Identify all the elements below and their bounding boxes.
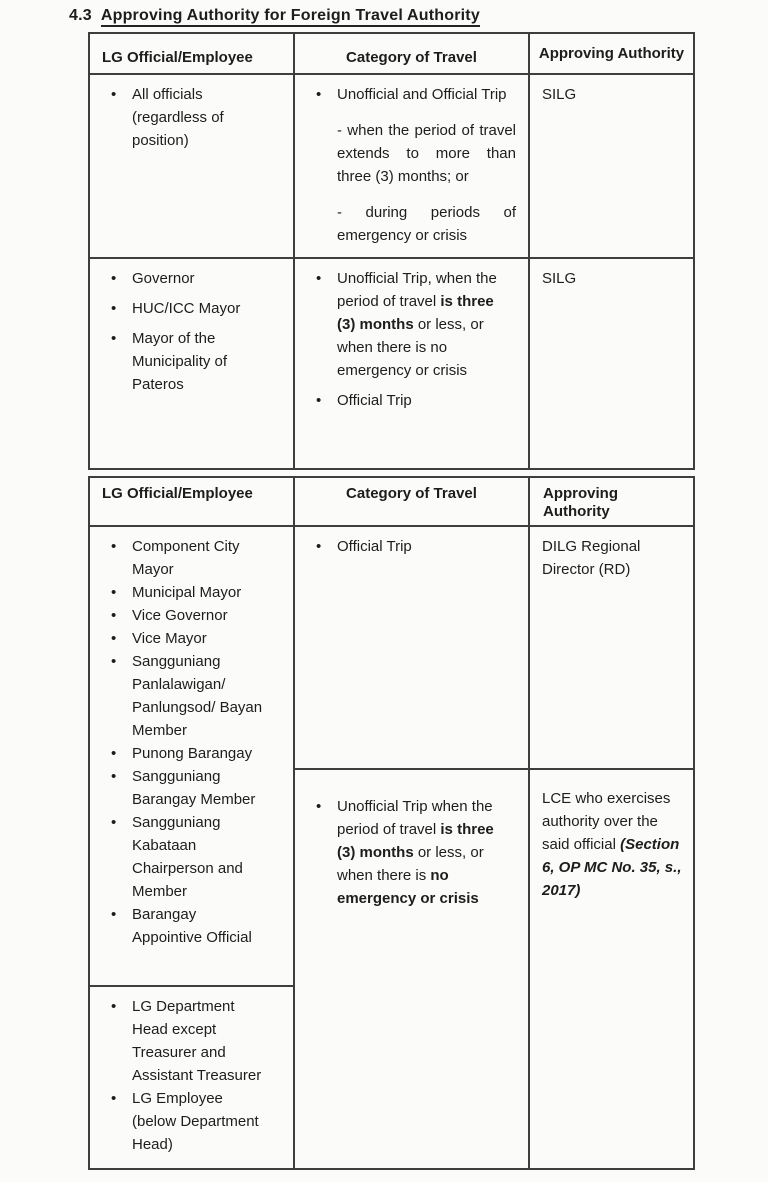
header-approving-authority: Approving Authority	[530, 478, 693, 527]
text-segment: Unofficial and Official Trip	[337, 86, 507, 103]
text-segment: All officials (regardless of position)	[132, 86, 224, 149]
t2-category-official-trip-cell	[295, 527, 528, 770]
t1-row1-authority-cell	[530, 75, 693, 259]
text-segment: is three (3) months	[337, 821, 494, 861]
bullet-list-item	[106, 903, 267, 949]
bullet-list-item	[106, 604, 267, 627]
text-segment: Sangguniang Barangay Member	[132, 768, 256, 808]
bullet-icon: •	[111, 1090, 117, 1107]
text-segment: Sangguniang Panlalawigan/ Panlungsod/ Bayan Member	[132, 653, 263, 739]
list-item-text	[132, 903, 267, 949]
bullet-icon: •	[111, 768, 117, 785]
list-item-text	[337, 795, 516, 910]
list-item-text	[132, 327, 267, 396]
bullet-list-item	[106, 995, 267, 1087]
t2-officials-elective-cell	[90, 527, 293, 987]
dash-sub-item	[311, 201, 516, 247]
bullet-icon: •	[111, 330, 117, 347]
header-category-of-travel: Category of Travel	[295, 478, 528, 527]
bullet-icon: •	[316, 270, 322, 287]
bullet-icon: •	[111, 86, 117, 103]
list-item-text	[132, 297, 267, 320]
t1-row2-official-cell	[90, 259, 293, 468]
section-number: 4.3	[69, 7, 92, 24]
bullet-list-item	[311, 795, 516, 910]
bullet-icon: •	[111, 745, 117, 762]
bullet-list-item	[106, 811, 267, 903]
bullet-list-item	[106, 650, 267, 742]
t1-row2-authority-cell	[530, 259, 693, 468]
text-segment: - during periods of emergency or crisis	[337, 204, 516, 244]
text-segment: (Section 6, OP MC No. 35, s., 2017)	[542, 836, 682, 899]
text-segment: DILG Regional Director (RD)	[542, 538, 641, 578]
bullet-icon: •	[316, 538, 322, 555]
list-item-text	[132, 742, 267, 765]
t2-category-unofficial-trip-cell	[295, 770, 528, 1168]
text-segment: Punong Barangay	[132, 745, 253, 762]
list-item-text	[132, 650, 267, 742]
text-segment: Unofficial Trip, when the period of travel	[337, 270, 497, 310]
text-segment: Barangay Appointive Official	[132, 906, 252, 946]
list-item-text	[337, 535, 516, 558]
bullet-icon: •	[111, 607, 117, 624]
t2-authority-dilg-rd-cell	[530, 527, 693, 770]
t1-row2-category-cell	[295, 259, 528, 468]
text-segment: HUC/ICC Mayor	[132, 300, 241, 317]
text-segment: Unofficial Trip when the period of travel	[337, 798, 493, 838]
text-segment: Component City Mayor	[132, 538, 240, 578]
bullet-list-item	[106, 327, 267, 396]
text-segment: Municipal Mayor	[132, 584, 242, 601]
column-approving-authority	[530, 34, 693, 468]
bullet-list-item	[106, 581, 267, 604]
bullet-icon: •	[111, 814, 117, 831]
bullet-icon: •	[111, 300, 117, 317]
list-item-text	[132, 535, 267, 581]
bullet-list-item	[106, 742, 267, 765]
text-segment: or less, or when there is no emergency or crisis	[337, 316, 484, 379]
approving-authority-table-lower	[88, 476, 695, 1170]
bullet-list-item	[106, 535, 267, 581]
t1-row1-category-cell	[295, 75, 528, 259]
bullet-list-item	[106, 83, 267, 152]
text-segment: LG Department Head except Treasurer and Assistant Treasurer	[132, 998, 262, 1084]
section-title-text: Approving Authority for Foreign Travel Authority	[101, 7, 480, 27]
bullet-icon: •	[111, 270, 117, 287]
t2-officials-department-cell	[90, 987, 293, 1168]
column-lg-official	[90, 34, 295, 468]
text-paragraph	[542, 787, 683, 902]
bullet-list-item	[311, 535, 516, 558]
list-item-text	[337, 83, 516, 106]
list-item-text	[132, 627, 267, 650]
text-segment: LCE who exercises authority over the said official	[542, 790, 671, 853]
list-item-text	[337, 389, 516, 412]
list-item-text	[337, 267, 516, 382]
bullet-list-item	[311, 389, 516, 412]
column-lg-official	[90, 478, 295, 1168]
bullet-icon: •	[111, 998, 117, 1015]
column-category-of-travel	[295, 34, 530, 468]
header-lg-official: LG Official/Employee	[90, 478, 293, 527]
text-segment: Vice Mayor	[132, 630, 207, 647]
text-paragraph	[542, 267, 683, 290]
bullet-icon: •	[111, 538, 117, 555]
bullet-list-item	[311, 83, 516, 106]
header-approving-authority: Approving Authority	[530, 34, 693, 75]
list-item-text	[132, 811, 267, 903]
bullet-icon: •	[111, 653, 117, 670]
text-paragraph	[542, 535, 683, 581]
text-paragraph	[542, 83, 683, 106]
bullet-list-item	[106, 765, 267, 811]
text-segment: Governor	[132, 270, 195, 287]
list-item-text	[132, 83, 267, 152]
text-segment: Vice Governor	[132, 607, 228, 624]
approving-authority-table-upper	[88, 32, 695, 470]
text-segment: Mayor of the Municipality of Pateros	[132, 330, 228, 393]
list-item-text	[132, 995, 267, 1087]
bullet-list-item	[106, 1087, 267, 1156]
list-item-text	[132, 1087, 267, 1156]
t2-authority-lce-cell	[530, 770, 693, 1168]
list-item-text	[132, 267, 267, 290]
text-segment: Official Trip	[337, 392, 412, 409]
bullet-list-item	[311, 267, 516, 382]
column-category-of-travel	[295, 478, 530, 1168]
text-segment: - when the period of travel extends to more than three (3) months; or	[337, 122, 516, 185]
text-segment: LG Employee (below Department Head)	[132, 1090, 259, 1153]
text-segment: SILG	[542, 86, 577, 103]
section-heading	[69, 7, 480, 25]
bullet-icon: •	[111, 630, 117, 647]
text-segment: or less, or when there is	[337, 844, 484, 884]
header-lg-official: LG Official/Employee	[90, 34, 293, 75]
bullet-icon: •	[316, 86, 322, 103]
text-segment: is three (3) months	[337, 293, 494, 333]
bullet-icon: •	[111, 584, 117, 601]
column-approving-authority	[530, 478, 693, 1168]
t1-row1-official-cell	[90, 75, 293, 259]
bullet-list-item	[106, 297, 267, 320]
bullet-list-item	[106, 627, 267, 650]
text-segment: SILG	[542, 270, 577, 287]
list-item-text	[132, 604, 267, 627]
dash-sub-item	[311, 119, 516, 188]
list-item-text	[132, 581, 267, 604]
list-item-text	[132, 765, 267, 811]
header-category-of-travel: Category of Travel	[295, 34, 528, 75]
bullet-icon: •	[316, 392, 322, 409]
bullet-icon: •	[316, 798, 322, 815]
text-segment: Sangguniang Kabataan Chairperson and Member	[132, 814, 243, 900]
text-segment: no emergency or crisis	[337, 867, 479, 907]
text-segment: Official Trip	[337, 538, 412, 555]
bullet-list-item	[106, 267, 267, 290]
bullet-icon: •	[111, 906, 117, 923]
